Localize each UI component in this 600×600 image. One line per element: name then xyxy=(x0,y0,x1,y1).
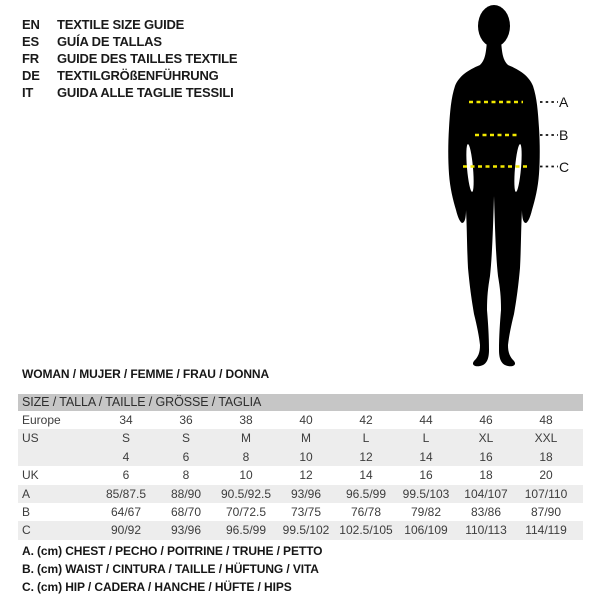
size-cell: 93/96 xyxy=(170,523,202,538)
row-label: B xyxy=(22,504,31,519)
size-table-header: SIZE / TALLA / TAILLE / GRÖSSE / TAGLIA xyxy=(18,394,583,411)
table-row-us-numeric xyxy=(18,448,583,466)
size-cell: 44 xyxy=(419,413,433,427)
size-cell: 85/87.5 xyxy=(105,486,147,501)
table-row-a xyxy=(18,485,583,503)
size-cell: 114/119 xyxy=(525,523,567,538)
size-cell: 104/107 xyxy=(464,486,508,501)
size-cell: 76/78 xyxy=(350,504,382,519)
size-cell: 73/75 xyxy=(290,504,322,519)
row-label: Europe xyxy=(22,413,61,427)
silhouette-body xyxy=(448,40,540,366)
size-cell: 88/90 xyxy=(170,486,202,501)
row-label xyxy=(18,448,96,466)
language-label: GUIDA ALLE TAGLIE TESSILI xyxy=(57,85,234,100)
size-cell: 107/110 xyxy=(524,486,568,501)
section-title: WOMAN / MUJER / FEMME / FRAU / DONNA xyxy=(22,367,270,381)
language-label: TEXTILGRÖßENFÜHRUNG xyxy=(57,68,219,83)
table-row-us xyxy=(18,429,583,447)
size-cell: 14 xyxy=(419,449,433,464)
size-cell: 4 xyxy=(122,449,130,464)
size-cell: M xyxy=(301,431,311,446)
size-cell: 90/92 xyxy=(110,523,142,538)
size-cell: 42 xyxy=(359,413,373,427)
note-line-c: C. (cm) HIP / CADERA / HANCHE / HÜFTE / HIPS xyxy=(22,580,292,594)
size-cell: 90.5/92.5 xyxy=(220,486,272,501)
size-cell: 96.5/99 xyxy=(225,523,267,538)
size-cell: L xyxy=(362,431,370,446)
size-cell: 20 xyxy=(539,468,553,483)
size-cell: 99.5/102 xyxy=(282,523,330,538)
size-cell: 68/70 xyxy=(170,504,202,519)
note-line-a: A. (cm) CHEST / PECHO / POITRINE / TRUHE / PETTO xyxy=(22,544,323,558)
size-cell: 64/67 xyxy=(110,504,142,519)
size-cell: XL xyxy=(478,431,494,446)
language-label: GUÍA DE TALLAS xyxy=(57,34,162,49)
row-label: US xyxy=(22,431,39,446)
row-label: UK xyxy=(22,468,39,483)
size-cell: 14 xyxy=(359,468,373,483)
language-code: IT xyxy=(22,85,34,100)
language-code: DE xyxy=(22,68,40,83)
table-row-uk xyxy=(18,466,583,484)
size-cell: 110/113 xyxy=(465,523,507,538)
size-cell: S xyxy=(121,431,130,446)
size-cell: 87/90 xyxy=(530,504,562,519)
table-row-c xyxy=(18,521,583,539)
size-cell: 79/82 xyxy=(410,504,442,519)
size-cell: 6 xyxy=(182,449,190,464)
language-label: TEXTILE SIZE GUIDE xyxy=(57,17,185,32)
measure-label-b: B xyxy=(559,127,569,143)
size-table-body xyxy=(18,411,583,540)
size-cell: 36 xyxy=(179,413,193,427)
language-code: EN xyxy=(22,17,40,32)
size-cell: 102.5/105 xyxy=(339,523,393,538)
size-cell: 12 xyxy=(299,468,313,483)
size-cell: 34 xyxy=(119,413,133,427)
size-table xyxy=(18,394,583,540)
note-line-b: B. (cm) WAIST / CINTURA / TAILLE / HÜFTUNG / VITA xyxy=(22,562,319,576)
size-cell: S xyxy=(181,431,190,446)
size-cell: 10 xyxy=(299,449,313,464)
row-label: C xyxy=(22,523,31,538)
size-cell: 18 xyxy=(539,449,553,464)
size-cell: M xyxy=(241,431,251,446)
size-cell: 16 xyxy=(419,468,433,483)
size-cell: 12 xyxy=(359,449,373,464)
language-code: FR xyxy=(22,51,39,66)
measure-label-c: C xyxy=(559,158,570,175)
size-cell: 8 xyxy=(242,449,250,464)
size-cell: 8 xyxy=(182,468,190,483)
size-cell: 96.5/99 xyxy=(345,486,387,501)
table-row-europe xyxy=(18,411,583,429)
size-cell: 40 xyxy=(299,413,313,427)
size-cell: XXL xyxy=(534,431,558,446)
language-code: ES xyxy=(22,34,39,49)
size-cell: 48 xyxy=(539,413,553,427)
size-cell: 70/72.5 xyxy=(225,504,267,519)
size-cell: 106/109 xyxy=(404,523,448,538)
size-cell: 16 xyxy=(479,449,493,464)
size-cell: 83/86 xyxy=(470,504,502,519)
language-label: GUIDE DES TAILLES TEXTILE xyxy=(57,51,238,66)
row-label: A xyxy=(22,486,31,501)
size-cell: 18 xyxy=(479,468,493,483)
table-row-b xyxy=(18,503,583,521)
size-cell: 46 xyxy=(479,413,493,427)
size-cell: L xyxy=(422,431,430,446)
measure-label-a: A xyxy=(559,94,569,110)
size-cell: 93/96 xyxy=(290,486,322,501)
size-cell: 99.5/103 xyxy=(402,486,450,501)
size-cell: 38 xyxy=(239,413,253,427)
size-cell: 10 xyxy=(239,468,253,483)
size-cell: 6 xyxy=(122,468,130,483)
measurement-notes xyxy=(22,542,322,596)
